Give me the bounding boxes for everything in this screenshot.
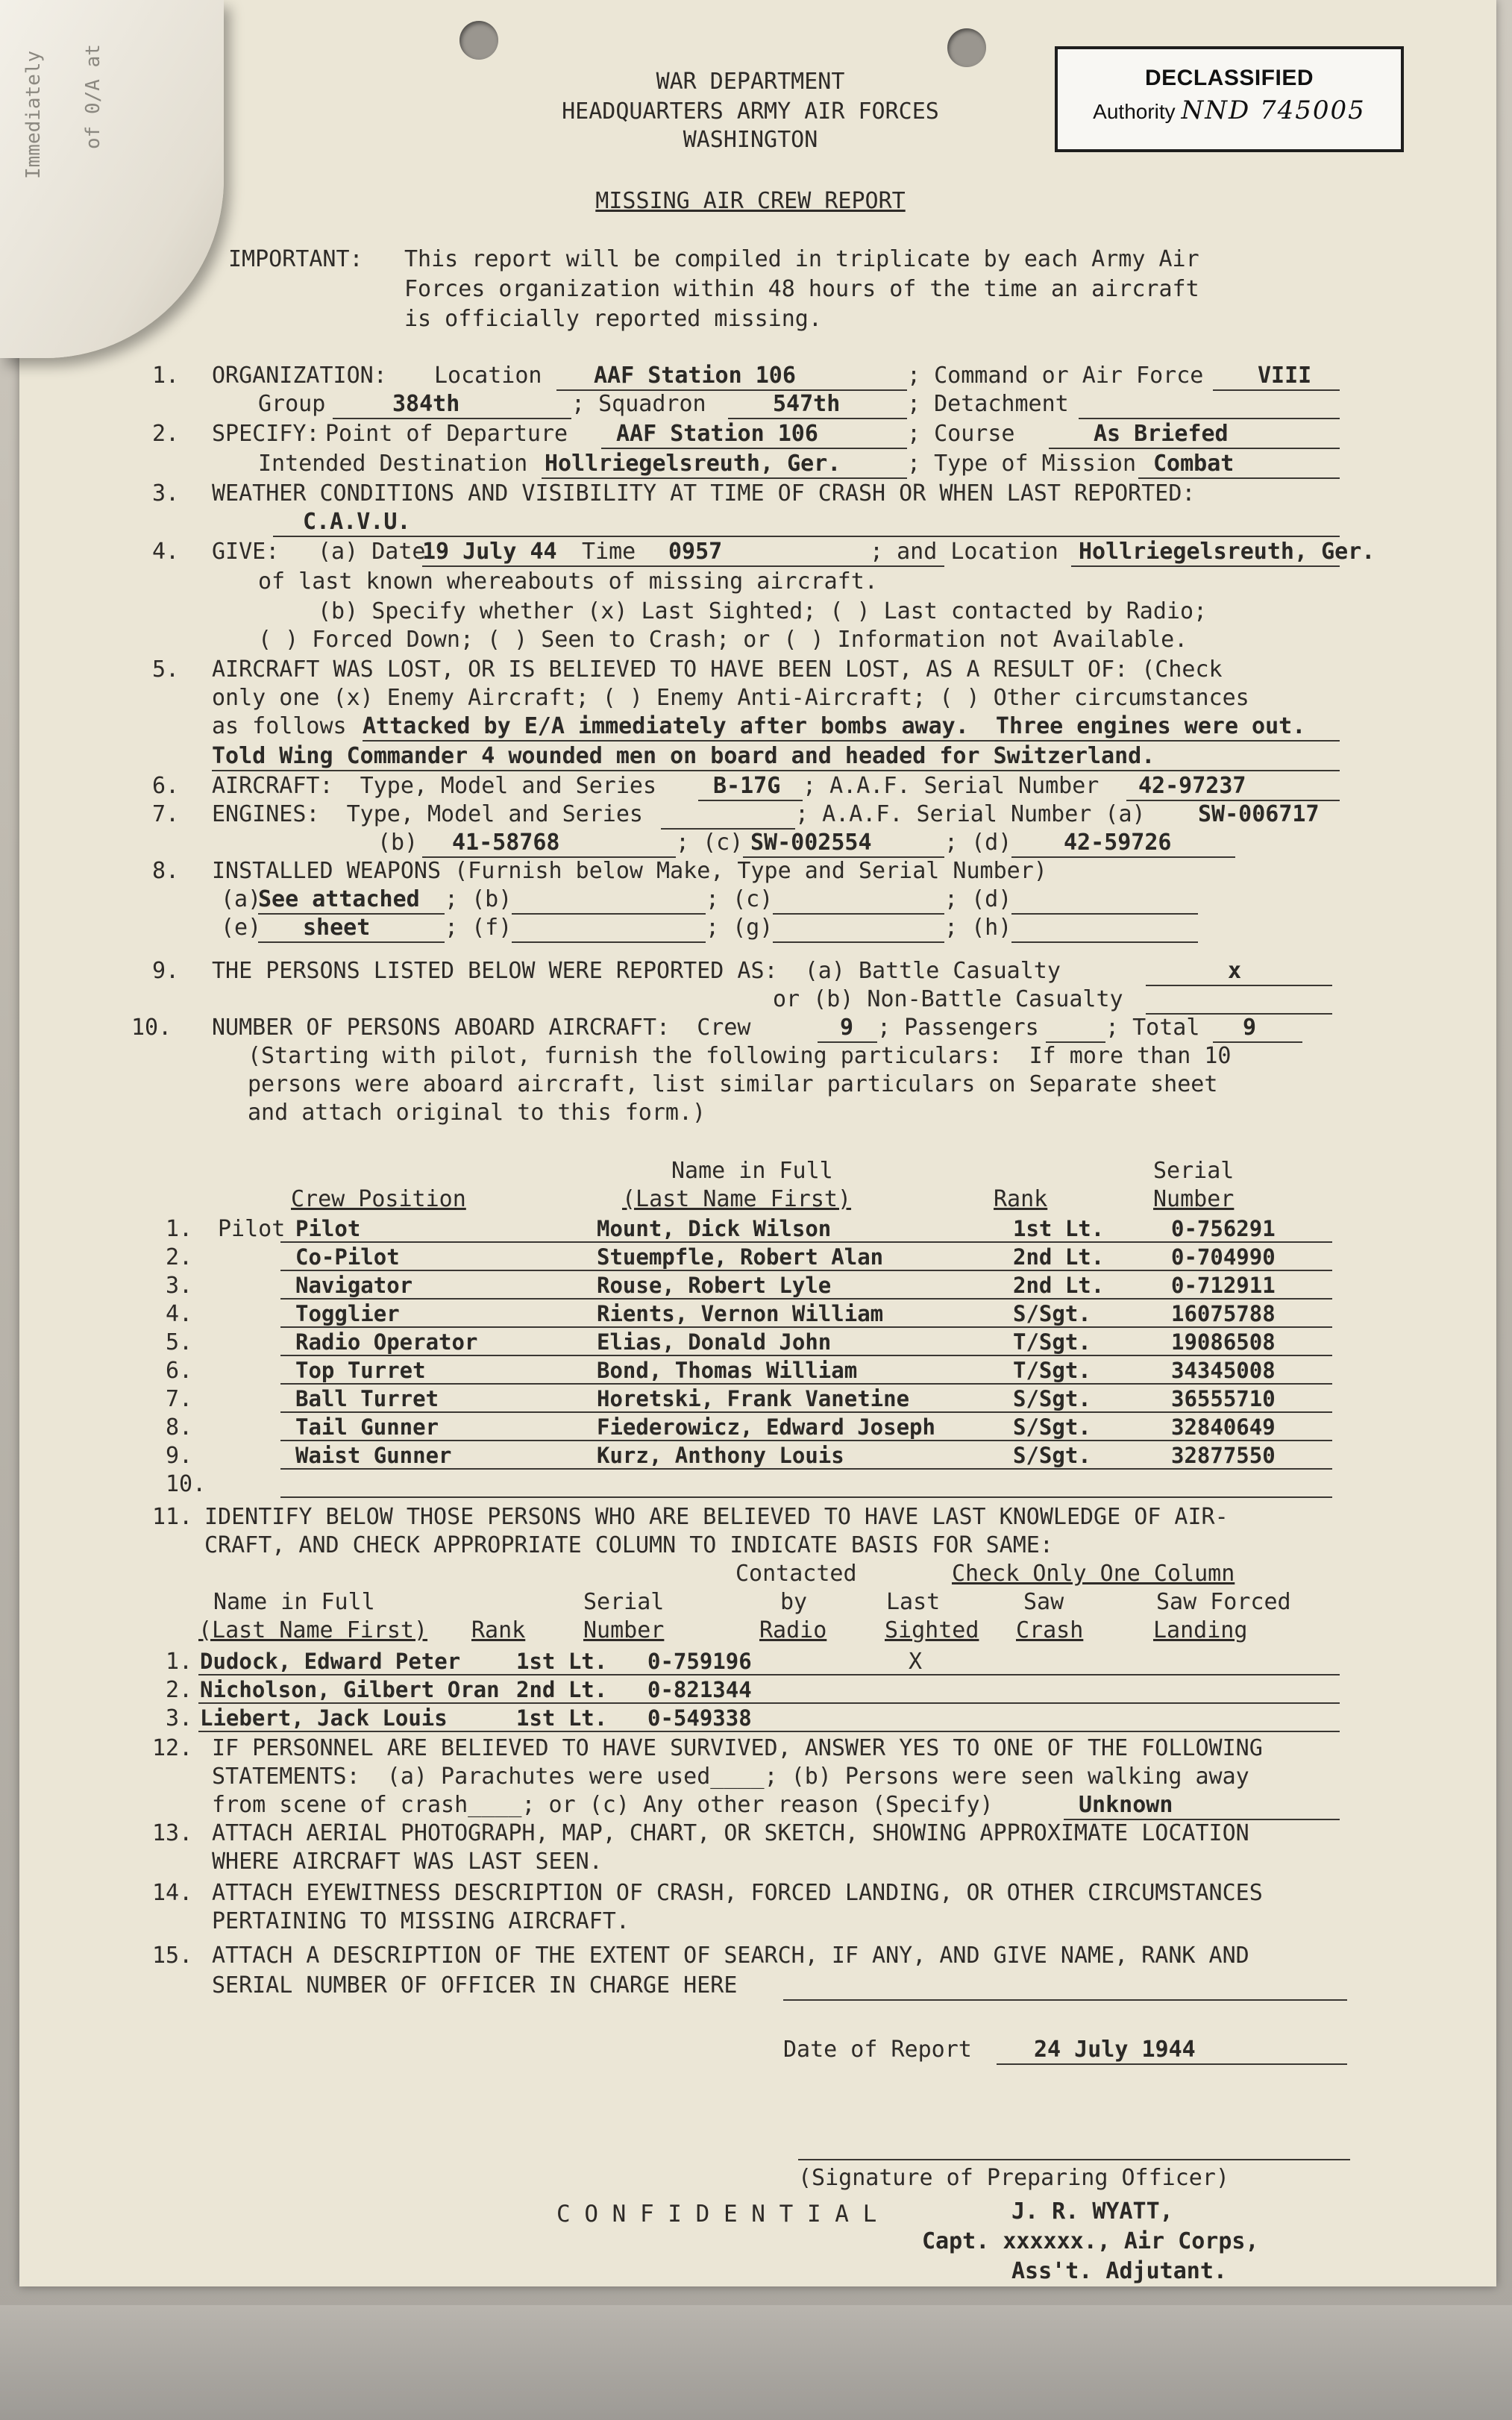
item12-line2: STATEMENTS: (a) Parachutes were used____; (b) Persons were seen walking away [212,1764,1249,1790]
knowledge-header-radio: Radio [759,1617,827,1643]
engine-d-value: 42-59726 [1064,830,1172,856]
crew-row-serial: 19086508 [1171,1329,1276,1355]
crew-row-position: Navigator [295,1273,413,1298]
crew-row-serial: 0-704990 [1171,1244,1276,1270]
crew-row-position: Togglier [295,1301,400,1326]
engine-b-value: 41-58768 [452,830,560,856]
weapon-f-label: ; (f) [445,915,512,941]
crew-row-serial: 0-756291 [1171,1216,1276,1241]
weapon-h-label: ; (h) [944,915,1012,941]
item10-line4: and attach original to this form.) [248,1100,706,1126]
knowledge-row-name: Liebert, Jack Louis [200,1705,448,1731]
declassified-stamp [1055,46,1404,152]
crew-row-name: Mount, Dick Wilson [597,1216,832,1241]
weapon-a-value: See attached [258,886,420,912]
punch-hole [459,21,498,60]
circumstance-line1 [363,740,1340,742]
weapon-c-label: ; (c) [706,886,774,912]
item2-label: SPECIFY: [212,421,320,447]
authority-value: NND 745005 [1181,95,1366,125]
command-line [1213,389,1340,391]
item8-label: INSTALLED WEAPONS (Furnish below Make, Type and Serial Number) [212,858,1047,884]
course-value: As Briefed [1094,421,1229,447]
knowledge-header-sighted: Sighted [885,1617,979,1643]
knowledge-header-serial2: Number [583,1617,665,1643]
crew-row-name: Kurz, Anthony Louis [597,1443,844,1468]
report-date-label: Date of Report [783,2037,972,2063]
crew-row-num: 6. [166,1358,193,1384]
item13-line2: WHERE AIRCRAFT WAS LAST SEEN. [212,1849,603,1875]
weapon-f-line [512,941,706,943]
crew-row-serial: 32840649 [1171,1414,1276,1440]
knowledge-header-last: Last [886,1589,941,1615]
crew-row-num: 5. [166,1329,193,1355]
crew-row-name: Fiederowicz, Edward Joseph [597,1414,935,1440]
item1-label: ORGANIZATION: [212,363,387,389]
crew-row-num: 3. [166,1273,193,1299]
knowledge-header-landing: Landing [1153,1617,1248,1643]
time-value: 0957 [668,539,723,565]
destination-value: Hollriegelsreuth, Ger. [545,451,841,477]
item5-line1: AIRCRAFT WAS LOST, OR IS BELIEVED TO HAVE BEEN LOST, AS A RESULT OF: (Check [212,656,1223,683]
header-line1: WAR DEPARTMENT [656,69,845,95]
important-line1: This report will be compiled in triplicate by each Army Air [404,246,1199,272]
crew-header-serial2: Number [1153,1186,1235,1212]
item11-num: 11. [152,1504,193,1530]
crew-row-num: 7. [166,1386,193,1412]
officer-title: Capt. xxxxxx., Air Corps, [922,2228,1259,2254]
crew-row-rank: 2nd Lt. [1013,1244,1105,1270]
knowledge-row-serial: 0-759196 [647,1649,752,1674]
crew-row-rank: S/Sgt. [1013,1301,1091,1326]
crew-row-line [280,1270,1332,1271]
departure-value: AAF Station 106 [616,421,818,447]
report-date-line [997,2063,1347,2065]
weapon-e-line [258,941,445,943]
squadron-line [728,418,907,419]
item11-line1: IDENTIFY BELOW THOSE PERSONS WHO ARE BELIEVED TO HAVE LAST KNOWLEDGE OF AIR- [204,1504,1229,1530]
crew-header-rank: Rank [994,1186,1048,1212]
item5-line3-label: as follows [212,713,347,739]
aircraft-type-value: B-17G [713,773,781,799]
date-value: 19 July 44 [422,539,557,565]
item14-line1: ATTACH EYEWITNESS DESCRIPTION OF CRASH, FORCED LANDING, OR OTHER CIRCUMSTANCES [212,1880,1263,1906]
weapon-h-line [1011,941,1198,943]
date-line [422,565,944,567]
knowledge-row-rank: 1st Lt. [516,1649,608,1674]
detachment-label: ; Detachment [907,391,1069,417]
crew-row-name: Bond, Thomas William [597,1358,858,1383]
knowledge-row-rank: 1st Lt. [516,1705,608,1731]
crew-row-line [280,1496,1332,1498]
item10-num: 10. [131,1015,172,1041]
knowledge-row-num: 2. [166,1677,193,1703]
crew-row-position: Top Turret [295,1358,426,1383]
crew-row-name: Elias, Donald John [597,1329,832,1355]
knowledge-header-name2: (Last Name First) [198,1617,428,1643]
crew-row-position: Co-Pilot [295,1244,400,1270]
crew-header-position: Crew Position [291,1186,466,1212]
declassified-title: DECLASSIFIED [1144,66,1314,90]
item6-num: 6. [152,773,180,799]
knowledge-header-saw: Saw [1023,1589,1064,1615]
squadron-value: 547th [773,391,841,417]
officer-name: J. R. WYATT, [1011,2198,1173,2225]
officer-role: Ass't. Adjutant. [1011,2258,1227,2284]
report-page [19,0,1496,2286]
group-value: 384th [392,391,460,417]
weapon-b-line [512,913,706,915]
date-label: (a) Date [318,539,426,565]
course-line [1049,448,1340,449]
engine-c-label: ; (c) [676,830,744,856]
weapon-e-label: (e) [221,915,262,941]
crew-row-rank: T/Sgt. [1013,1329,1091,1355]
crew-row-num: 4. [166,1301,193,1327]
item12-line3: from scene of crash____; or (c) Any other reason (Specify) [212,1792,994,1818]
knowledge-header-forced: Saw Forced [1156,1589,1291,1615]
engine-d-label: ; (d) [944,830,1012,856]
weapon-e-value: sheet [303,915,371,941]
crew-row-num: 2. [166,1244,193,1270]
item4-num: 4. [152,539,180,565]
crew-row-num: 1. [166,1216,193,1242]
item13-num: 13. [152,1820,193,1846]
engine-c-value: SW-002554 [750,830,872,856]
time-label: Time [582,539,636,565]
item3-num: 3. [152,480,180,507]
aircraft-type-line [698,800,803,801]
item15-line1: ATTACH A DESCRIPTION OF THE EXTENT OF SEARCH, IF ANY, AND GIVE NAME, RANK AND [212,1943,1249,1969]
crew-row-num: 10. [166,1471,207,1497]
command-label: ; Command or Air Force [907,363,1204,389]
item4-line2: of last known whereabouts of missing aircraft. [258,568,878,595]
crew-row-rank: S/Sgt. [1013,1386,1091,1411]
signature-line [798,2159,1350,2160]
crew-row-serial: 0-712911 [1171,1273,1276,1298]
crew-row-line [280,1355,1332,1356]
reason-value: Unknown [1079,1792,1173,1818]
crew-row-rank: S/Sgt. [1013,1443,1091,1468]
knowledge-row-serial: 0-549338 [647,1705,752,1731]
location-value: AAF Station 106 [594,363,796,389]
total-label: ; Total [1105,1015,1200,1041]
crew-row-name: Stuempfle, Robert Alan [597,1244,884,1270]
battle-value: x [1228,958,1242,984]
weapon-d-label: ; (d) [944,886,1012,912]
item3-label: WEATHER CONDITIONS AND VISIBILITY AT TIME OF CRASH OR WHEN LAST REPORTED: [212,480,1196,507]
confidential-stamp: C O N F I D E N T I A L [556,2201,877,2228]
knowledge-header-contacted: Contacted [735,1561,857,1587]
battle-line [1146,985,1332,986]
total-value: 9 [1243,1015,1257,1041]
group-label: Group [258,391,326,417]
important-line3: is officially reported missing. [404,306,822,332]
header-line3: WASHINGTON [683,127,818,153]
crew-row-position: Pilot [295,1216,361,1241]
item14-num: 14. [152,1880,193,1906]
engine-a-value: SW-006717 [1198,801,1320,827]
authority-label: Authority [1093,100,1176,123]
weapon-g-line [773,941,944,943]
item2-num: 2. [152,421,180,447]
location-label: Location [434,363,542,389]
officer-line [783,1999,1347,2001]
loss-location-label: ; and Location [870,539,1058,565]
circumstance-line2 [212,770,1340,771]
circumstance-line3: Attacked by E/A immediately after bombs away. Three engines were out. [363,713,1306,739]
knowledge-row-serial: 0-821344 [647,1677,752,1702]
item6-label: AIRCRAFT: Type, Model and Series [212,773,657,799]
weapon-c-line [773,913,944,915]
circumstance-line4: Told Wing Commander 4 wounded men on board and headed for Switzerland. [212,743,1155,769]
departure-label: Point of Departure [325,421,568,447]
crew-row-position: Radio Operator [295,1329,478,1355]
item11-line2: CRAFT, AND CHECK APPROPRIATE COLUMN TO INDICATE BASIS FOR SAME: [204,1532,1053,1558]
weapon-g-label: ; (g) [706,915,774,941]
item15-line2: SERIAL NUMBER OF OFFICER IN CHARGE HERE [212,1972,738,1999]
form-title: MISSING AIR CREW REPORT [595,188,906,214]
knowledge-row-line [198,1674,1340,1675]
knowledge-header-by: by [780,1589,808,1615]
squadron-label: ; Squadron [571,391,706,417]
crew-row-prefix: Pilot [218,1216,286,1242]
weapon-a-label: (a) [221,886,262,912]
crew-row-serial: 32877550 [1171,1443,1276,1468]
item4-line3: (b) Specify whether (x) Last Sighted; ( ) Last contacted by Radio; [318,598,1208,624]
knowledge-row-rank: 2nd Lt. [516,1677,608,1702]
item4-label: GIVE: [212,539,280,565]
item8-num: 8. [152,858,180,884]
engine-serial-label: ; A.A.F. Serial Number (a) [795,801,1146,827]
knowledge-row-name: Nicholson, Gilbert Oran [200,1677,500,1702]
item1-num: 1. [152,363,180,389]
loss-location-line [1071,565,1340,567]
weapon-b-label: ; (b) [445,886,512,912]
engine-b-label: (b) [377,830,418,856]
knowledge-row-line [198,1731,1340,1732]
aircraft-serial-label: ; A.A.F. Serial Number [803,773,1100,799]
item9-label2: or (b) Non-Battle Casualty [773,986,1123,1012]
command-value: VIII [1258,363,1312,389]
crew-row-rank: 2nd Lt. [1013,1273,1105,1298]
knowledge-row-num: 1. [166,1649,193,1675]
crew-value: 9 [840,1015,854,1041]
crew-row-line [280,1468,1332,1470]
crew-row-rank: T/Sgt. [1013,1358,1091,1383]
crew-header-serial1: Serial [1153,1158,1235,1184]
crew-row-serial: 36555710 [1171,1386,1276,1411]
item4-line4: ( ) Forced Down; ( ) Seen to Crash; or ( ) Information not Available. [258,627,1188,653]
knowledge-header-name1: Name in Full [213,1589,375,1615]
curl-text-2: of 0/A at [82,44,104,149]
destination-line [542,477,907,479]
detachment-line [1079,418,1340,419]
item10-label: NUMBER OF PERSONS ABOARD AIRCRAFT: Crew [212,1015,751,1041]
crew-row-serial: 16075788 [1171,1301,1276,1326]
item9-num: 9. [152,958,180,984]
knowledge-row-num: 3. [166,1705,193,1731]
curl-text-1: Immediately [22,50,45,179]
destination-label: Intended Destination [258,451,528,477]
crew-row-rank: S/Sgt. [1013,1414,1091,1440]
departure-line [601,448,907,449]
crew-row-line [280,1383,1332,1385]
signature-caption: (Signature of Preparing Officer) [798,2165,1229,2191]
crew-row-line [280,1241,1332,1243]
knowledge-row-line [198,1702,1340,1704]
weapon-d-line [1011,913,1198,915]
item5-num: 5. [152,656,180,683]
passengers-label: ; Passengers [877,1015,1039,1041]
crew-row-position: Ball Turret [295,1386,439,1411]
table-surface [0,2305,1512,2420]
mission-line [1138,477,1340,479]
aircraft-serial-value: 42-97237 [1138,773,1246,799]
course-label: ; Course [907,421,1015,447]
crew-row-position: Waist Gunner [295,1443,452,1468]
loss-location-value: Hollriegelsreuth, Ger. [1079,539,1375,565]
crew-row-line [280,1411,1332,1413]
mission-value: Combat [1153,451,1235,477]
crew-row-name: Rouse, Robert Lyle [597,1273,832,1298]
crew-row-name: Rients, Vernon William [597,1301,884,1326]
crew-header-name1: Name in Full [671,1158,833,1184]
crew-row-line [280,1298,1332,1300]
knowledge-header-check: Check Only One Column [952,1561,1235,1587]
header-line2: HEADQUARTERS ARMY AIR FORCES [562,98,939,125]
mission-label: ; Type of Mission [907,451,1137,477]
item5-line2: only one (x) Enemy Aircraft; ( ) Enemy Anti-Aircraft; ( ) Other circumstances [212,685,1249,711]
crew-row-line [280,1326,1332,1328]
report-date-value: 24 July 1944 [1034,2037,1196,2063]
crew-row-serial: 34345008 [1171,1358,1276,1383]
item7-num: 7. [152,801,180,827]
crew-row-rank: 1st Lt. [1013,1216,1105,1241]
crew-row-num: 9. [166,1443,193,1469]
important-label: IMPORTANT: [228,246,363,272]
knowledge-header-rank: Rank [471,1617,526,1643]
knowledge-header-crash: Crash [1016,1617,1084,1643]
item10-line2: (Starting with pilot, furnish the following particulars: If more than 10 [248,1043,1232,1069]
crew-row-num: 8. [166,1414,193,1441]
knowledge-row-name: Dudock, Edward Peter [200,1649,461,1674]
item12-num: 12. [152,1735,193,1761]
important-line2: Forces organization within 48 hours of the time an aircraft [404,276,1199,302]
crew-row-position: Tail Gunner [295,1414,439,1440]
crew-header-name2: (Last Name First) [622,1186,852,1212]
item9-label: THE PERSONS LISTED BELOW WERE REPORTED AS: (a) Battle Casualty [212,958,1061,984]
weather-line [273,536,1340,537]
weather-value: C.A.V.U. [303,509,411,535]
punch-hole [947,28,986,67]
item15-num: 15. [152,1943,193,1969]
item7-label: ENGINES: Type, Model and Series [212,801,643,827]
knowledge-row-sighted: X [909,1649,923,1675]
item10-line3: persons were aboard aircraft, list similar particulars on Separate sheet [248,1071,1218,1097]
knowledge-header-serial1: Serial [583,1589,665,1615]
crew-row-name: Horetski, Frank Vanetine [597,1386,910,1411]
item14-line2: PERTAINING TO MISSING AIRCRAFT. [212,1908,630,1934]
item13-line1: ATTACH AERIAL PHOTOGRAPH, MAP, CHART, OR SKETCH, SHOWING APPROXIMATE LOCATION [212,1820,1249,1846]
group-line [333,418,571,419]
crew-row-line [280,1440,1332,1441]
item12-line1: IF PERSONNEL ARE BELIEVED TO HAVE SURVIVED, ANSWER YES TO ONE OF THE FOLLOWING [212,1735,1263,1761]
